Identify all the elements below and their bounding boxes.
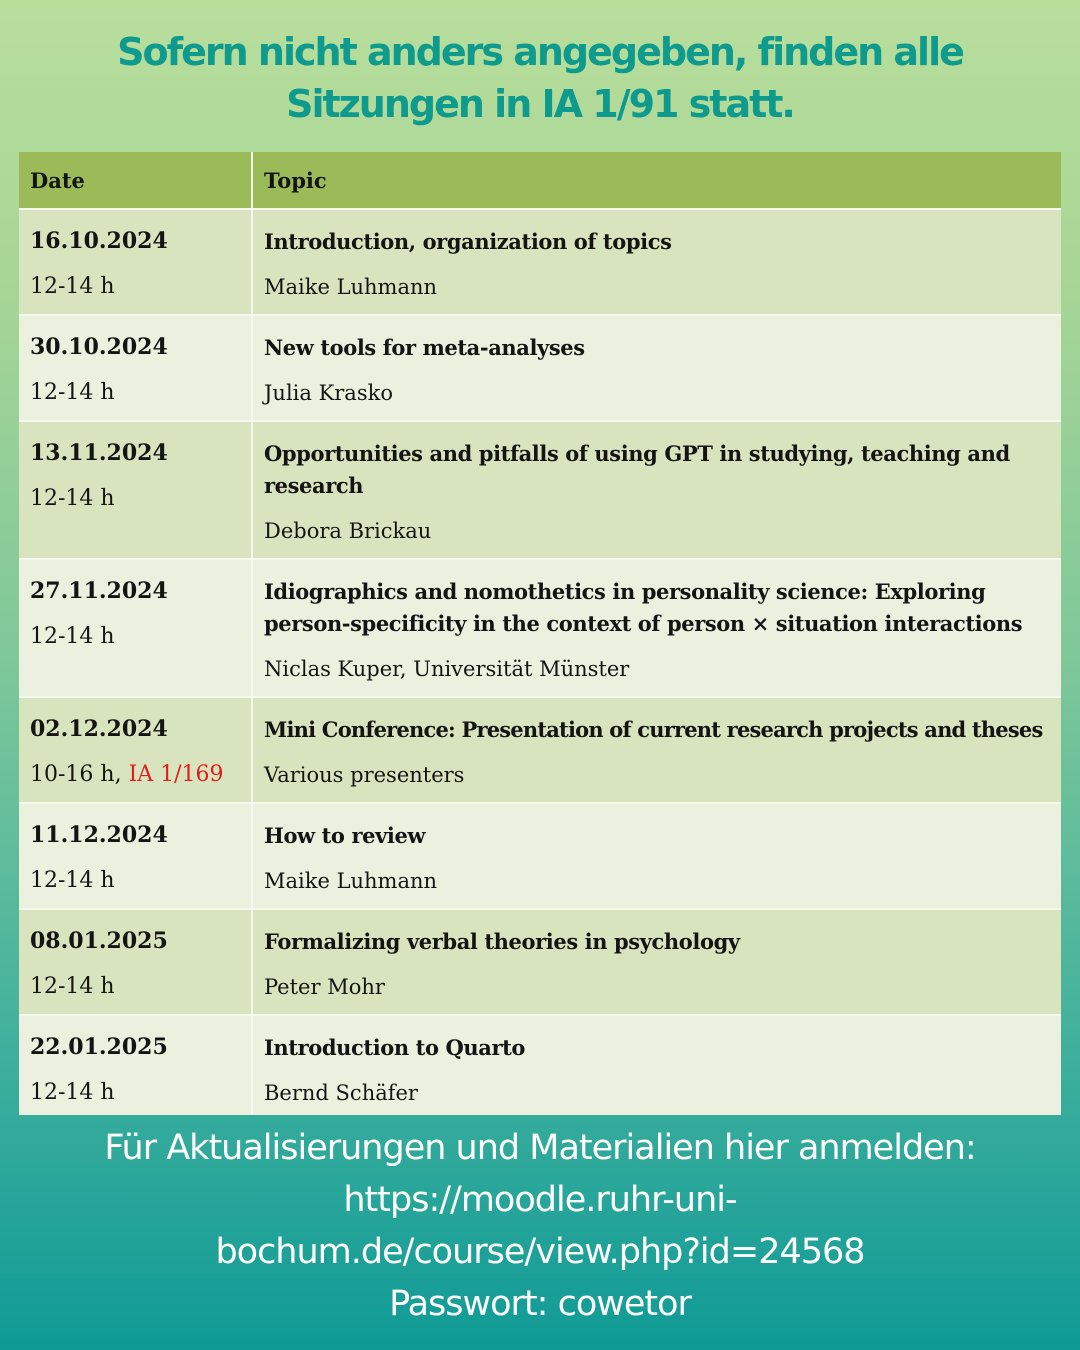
- session-title: Idiographics and nomothetics in personality science: Exploring person-specificity in the context of person × situation interactions: [264, 579, 1023, 636]
- footer-registration-note: Für Aktualisierungen und Materialien hier anmelden:: [104, 1128, 976, 1168]
- session-time: [30, 378, 251, 408]
- session-title: Opportunities and pitfalls of using GPT in studying, teaching and research: [264, 441, 1010, 498]
- session-date: 02.12.2024: [30, 716, 168, 742]
- session-time: [30, 760, 251, 790]
- session-title: Mini Conference: Presentation of current research projects and theses: [264, 717, 1043, 742]
- headline: [0, 26, 1080, 130]
- session-date: 30.10.2024: [30, 334, 168, 360]
- session-speaker: Peter Mohr: [264, 975, 385, 999]
- table-row: [19, 422, 1061, 560]
- session-hours: 12-14 h: [30, 380, 115, 405]
- moodle-link-part-1[interactable]: https://moodle.ruhr-uni-: [343, 1180, 737, 1220]
- moodle-link-part-2[interactable]: bochum.de/course/view.php?id=24568: [215, 1232, 865, 1272]
- session-speaker: Maike Luhmann: [264, 869, 438, 893]
- session-date-cell: [19, 698, 253, 802]
- session-date-cell: [19, 560, 253, 696]
- session-speaker: Various presenters: [264, 763, 465, 787]
- session-date: 27.11.2024: [30, 578, 168, 604]
- footer-info: [0, 1122, 1080, 1330]
- session-topic-cell: [253, 316, 1061, 420]
- session-hours: 12-14 h: [30, 624, 115, 649]
- session-speaker: Debora Brickau: [264, 519, 432, 543]
- session-time: [30, 972, 251, 1002]
- session-date-cell: [19, 316, 253, 420]
- session-speaker: Niclas Kuper, Universität Münster: [264, 657, 630, 681]
- session-title: New tools for meta-analyses: [264, 335, 585, 360]
- session-title: Introduction, organization of topics: [264, 229, 672, 254]
- session-topic-cell: [253, 698, 1061, 802]
- table-row: [19, 698, 1061, 804]
- session-date-cell: [19, 210, 253, 314]
- session-speaker: Bernd Schäfer: [264, 1081, 418, 1105]
- session-hours: 12-14 h: [30, 1080, 115, 1105]
- session-title: How to review: [264, 823, 426, 848]
- table-row: [19, 560, 1061, 698]
- session-title: Introduction to Quarto: [264, 1035, 526, 1060]
- session-title: Formalizing verbal theories in psychology: [264, 929, 740, 954]
- session-topic-cell: [253, 910, 1061, 1014]
- session-date-cell: [19, 422, 253, 558]
- session-time: [30, 1078, 251, 1108]
- session-date: 16.10.2024: [30, 228, 168, 254]
- date-column-header: Date: [19, 152, 253, 208]
- session-time: [30, 866, 251, 896]
- session-topic-cell: [253, 210, 1061, 314]
- session-time: [30, 622, 251, 652]
- session-topic-cell: [253, 804, 1061, 908]
- course-password: Passwort: cowetor: [389, 1284, 691, 1324]
- session-time: [30, 272, 251, 302]
- session-topic-cell: [253, 560, 1061, 696]
- session-room: IA 1/169: [128, 762, 224, 787]
- session-hours: 12-14 h: [30, 486, 115, 511]
- session-hours: 12-14 h: [30, 868, 115, 893]
- session-hours: 10-16 h,: [30, 762, 122, 787]
- table-header-row: [19, 152, 1061, 210]
- table-row: [19, 910, 1061, 1016]
- schedule-table: [19, 152, 1061, 1115]
- session-date-cell: [19, 1016, 253, 1115]
- session-topic-cell: [253, 1016, 1061, 1115]
- session-topic-cell: [253, 422, 1061, 558]
- session-date: 08.01.2025: [30, 928, 168, 954]
- session-date-cell: [19, 804, 253, 908]
- session-speaker: Julia Krasko: [264, 381, 393, 405]
- session-date: 13.11.2024: [30, 440, 168, 466]
- headline-line-2: Sitzungen in IA 1/91 statt.: [286, 82, 794, 126]
- headline-line-1: Sofern nicht anders angegeben, finden alle: [117, 30, 963, 74]
- session-time: [30, 484, 251, 514]
- table-row: [19, 804, 1061, 910]
- session-hours: 12-14 h: [30, 974, 115, 999]
- session-hours: 12-14 h: [30, 274, 115, 299]
- table-row: [19, 1016, 1061, 1115]
- session-speaker: Maike Luhmann: [264, 275, 438, 299]
- table-row: [19, 210, 1061, 316]
- topic-column-header: Topic: [264, 168, 327, 193]
- session-date: 11.12.2024: [30, 822, 168, 848]
- session-date: 22.01.2025: [30, 1034, 168, 1060]
- table-row: [19, 316, 1061, 422]
- session-date-cell: [19, 910, 253, 1014]
